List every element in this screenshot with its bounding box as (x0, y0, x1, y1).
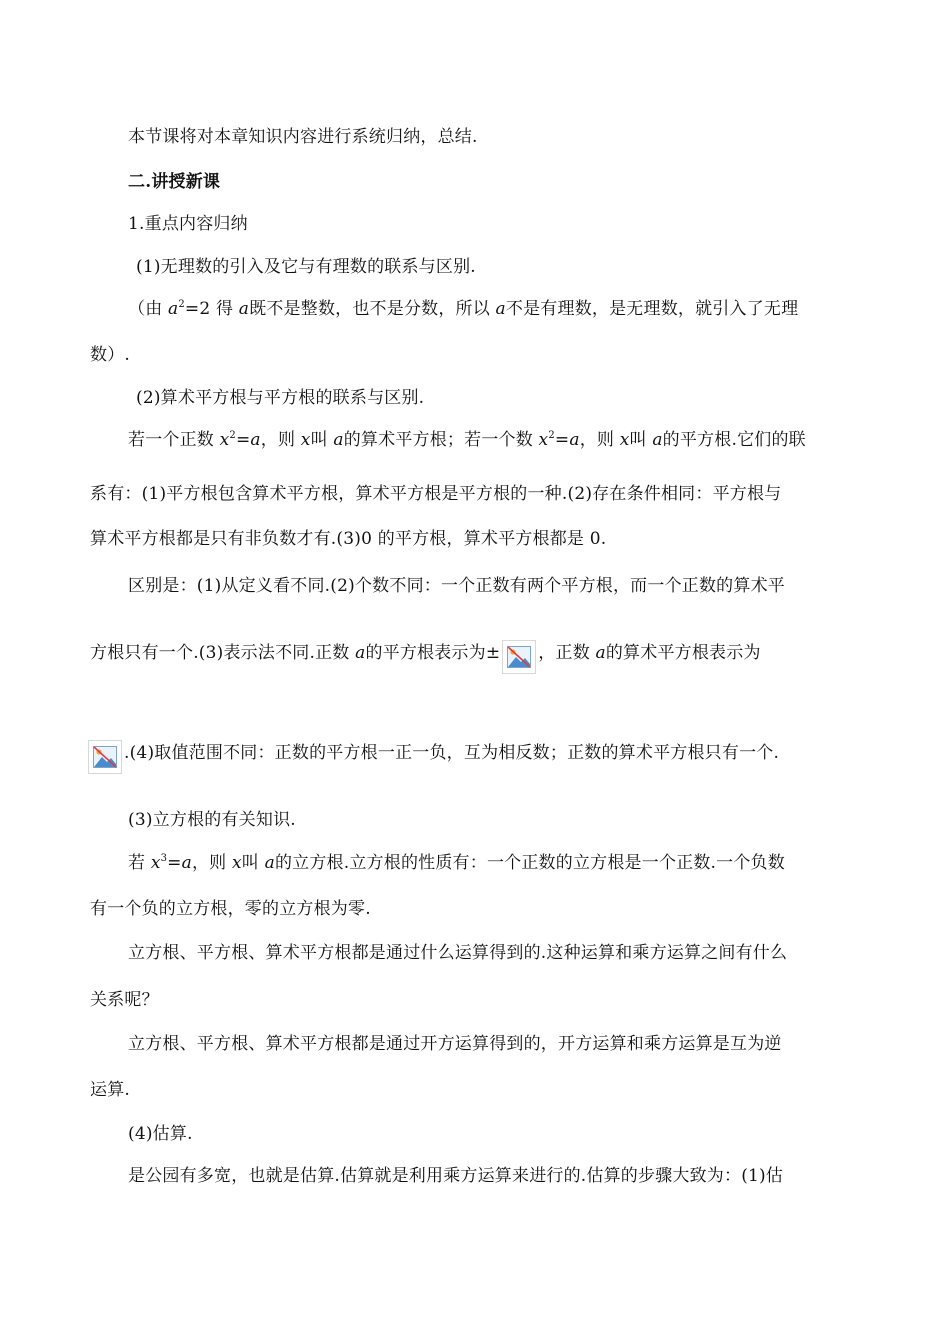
item3-body-line2: 有一个负的立方根，零的立方根为零. (90, 899, 371, 919)
item2-body-line1: 若一个正数 $x^2=a$，则 x叫 a的算术平方根；若一个数 $x^2=a$，则 x叫 a的平方根.它们的联 (128, 430, 806, 450)
item3-title: (3)立方根的有关知识. (128, 810, 296, 830)
answer-line1: 立方根、平方根、算术平方根都是通过开方运算得到的，开方运算和乘方运算是互为逆 (128, 1034, 782, 1054)
answer-line2: 运算. (90, 1080, 131, 1100)
item2-title: (2)算术平方根与平方根的联系与区别. (136, 388, 425, 408)
item1-body-line1: （由 $a^2=2$ 得 a既不是整数，也不是分数，所以 a不是有理数，是无理数，就引入了无理 (128, 299, 799, 319)
item2-body-line2: 系有：(1)平方根包含算术平方根，算术平方根是平方根的一种.(2)存在条件相同：平方根与 (90, 484, 782, 504)
item4-body-line1: 是公园有多宽，也就是估算.估算就是利用乘方运算来进行的.估算的步骤大致为：(1)估 (128, 1166, 784, 1186)
item3-body-line1: 若 $x^3=a$，则 x叫 a的立方根.立方根的性质有：一个正数的立方根是一个正数.一个负数 (128, 853, 785, 873)
image-placeholder-icon (502, 640, 536, 674)
item2-body-line3: 算术平方根都是只有非负数才有.(3)0 的平方根，算术平方根都是 0. (90, 529, 607, 549)
diff-line3: .(4)取值范围不同：正数的平方根一正一负，互为相反数；正数的算术平方根只有一个. (86, 740, 779, 774)
item4-title: (4)估算. (128, 1124, 193, 1144)
section-title: 二.讲授新课 (128, 172, 221, 192)
question-line2: 关系呢？ (90, 990, 159, 1010)
image-placeholder-icon (88, 740, 122, 774)
diff-line1: 区别是：(1)从定义看不同.(2)个数不同：一个正数有两个平方根，而一个正数的算术平 (128, 576, 785, 596)
question-line1: 立方根、平方根、算术平方根都是通过什么运算得到的.这种运算和乘方运算之间有什么 (128, 943, 788, 963)
intro-paragraph: 本节课将对本章知识内容进行系统归纳，总结. (128, 127, 478, 147)
diff-line2: 方根只有一个.(3)表示法不同.正数 a的平方根表示为± ，正数 a的算术平方根表示为 (90, 640, 761, 674)
item1-body-line2: 数）. (90, 345, 131, 365)
item1-title: (1)无理数的引入及它与有理数的联系与区别. (136, 257, 476, 277)
subsection-title: 1.重点内容归纳 (128, 214, 248, 234)
